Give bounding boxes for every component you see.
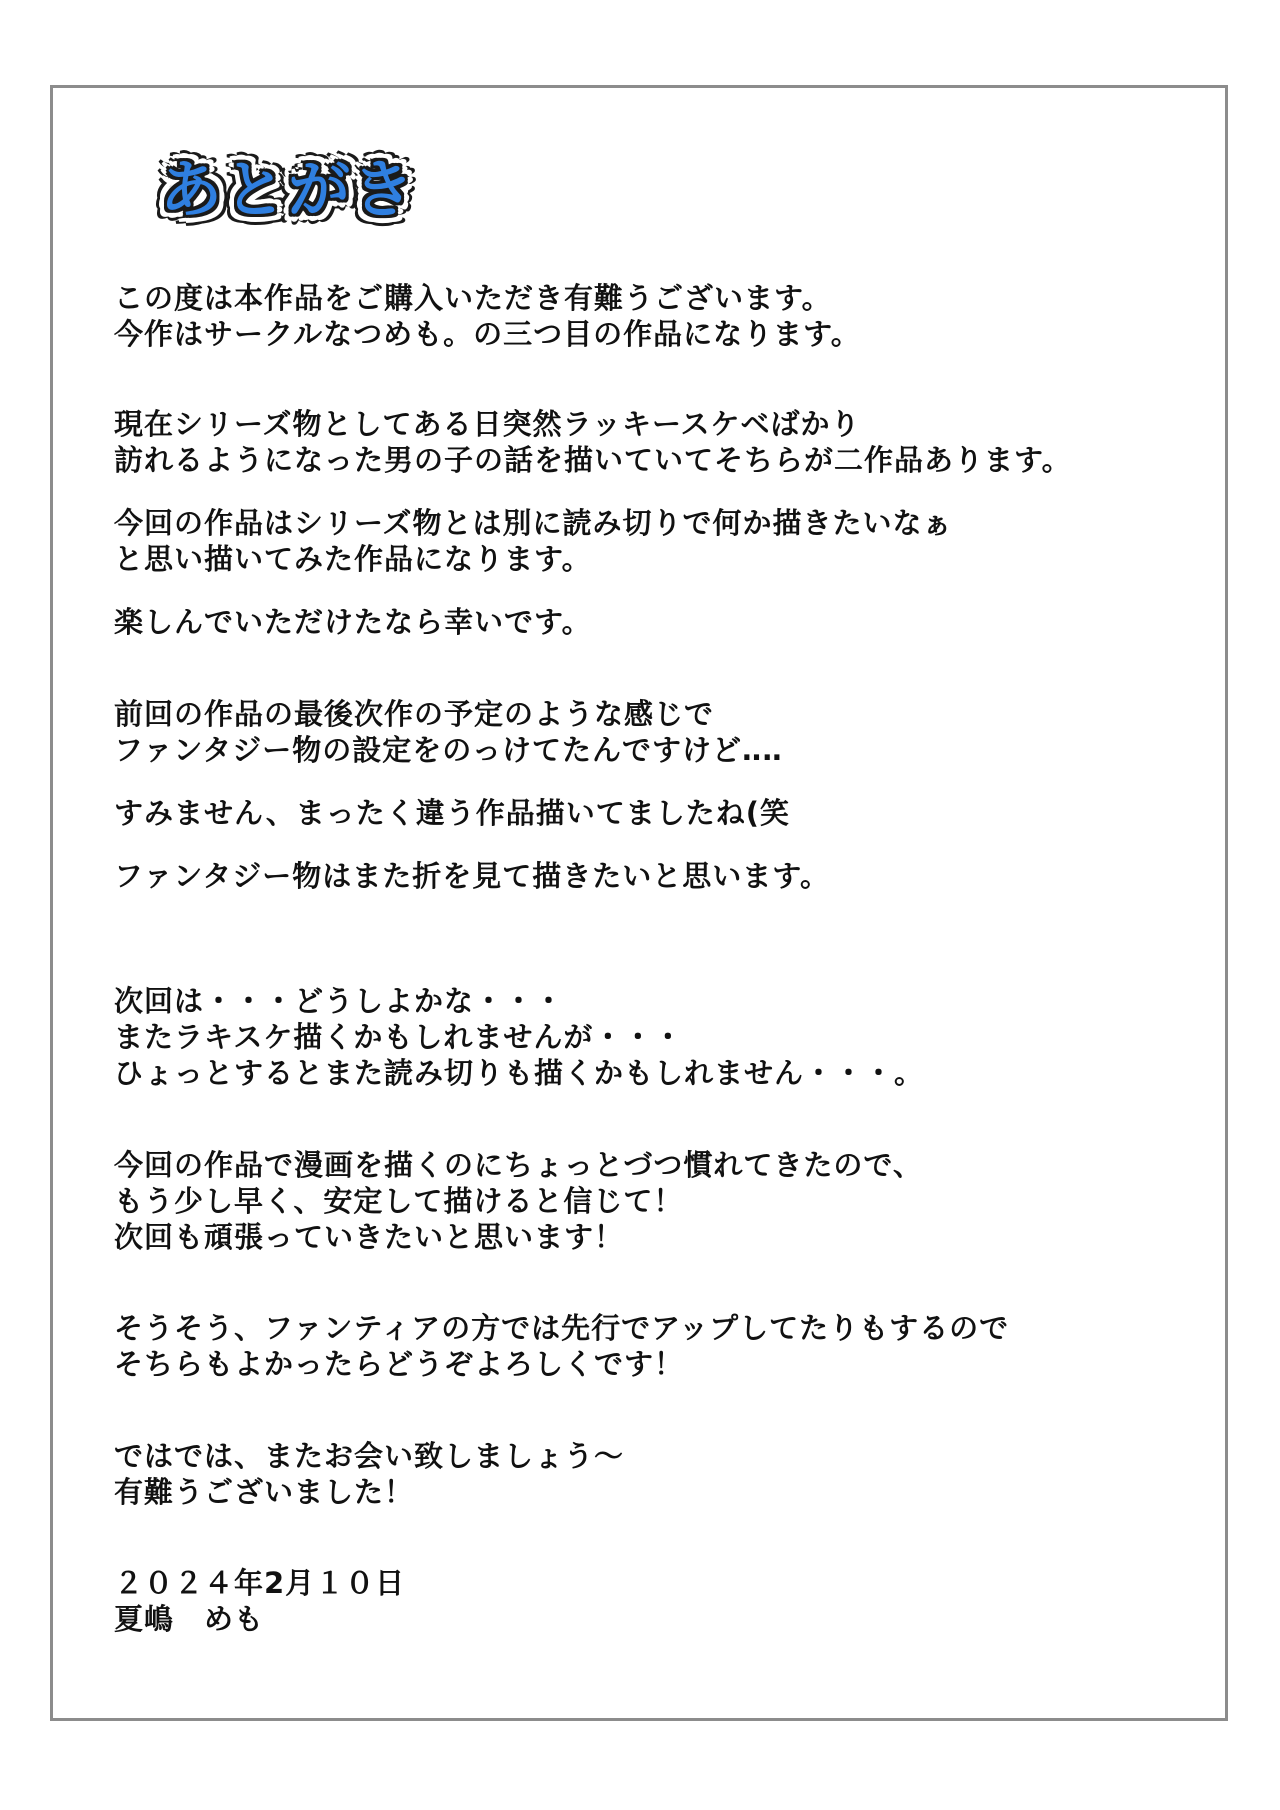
text-line-fantia-1: そうそう、ファンティアの方では先行でアップしてたりもするので [114,1311,1010,1345]
text-line-oneshot-2: と思い描いてみた作品になります。 [114,542,592,576]
text-line-used-to-3: 次回も頑張っていきたいと思います！ [114,1220,625,1254]
text-line-enjoy: 楽しんでいただけたなら幸いです。 [114,605,592,639]
text-line-series-2: 訪れるようになった男の子の話を描いていてそちらが二作品あります。 [114,443,1072,477]
text-line-oneshot-1: 今回の作品はシリーズ物とは別に読み切りで何か描きたいなぁ [114,506,953,540]
text-line-fantasy-later: ファンタジー物はまた折を見て描きたいと思います。 [114,859,830,893]
text-line-next-1: 次回は・・・どうしよかな・・・ [114,984,565,1018]
text-line-next-3: ひょっとするとまた読み切りも描くかもしれません・・・。 [114,1056,925,1090]
text-line-farewell-2: 有難うございました！ [114,1475,415,1509]
text-line-thanks: この度は本作品をご購入いただき有難うございます。 [114,281,832,315]
text-line-previous-1: 前回の作品の最後次作の予定のような感じで [114,697,715,731]
signature-author: 夏嶋 めも [114,1602,265,1636]
text-line-next-2: またラキスケ描くかもしれませんが・・・ [114,1020,684,1054]
text-line-sorry: すみません、まったく違う作品描いてましたね(笑 [114,796,790,830]
text-line-previous-2: ファンタジー物の設定をのっけてたんですけど‥‥ [114,733,783,767]
text-line-series-1: 現在シリーズ物としてある日突然ラッキースケベばかり [114,407,861,441]
text-line-used-to-2: もう少し早く、安定して描けると信じて！ [114,1184,684,1218]
afterword-heading: あとがき [160,153,417,226]
signature-date: ２０２４年2月１０日 [114,1566,406,1600]
text-line-farewell-1: ではでは、またお会い致しましょう〜 [114,1439,625,1473]
text-line-fantia-2: そちらもよかったらどうぞよろしくです！ [114,1347,685,1381]
text-line-used-to-1: 今回の作品で漫画を描くのにちょっとづつ慣れてきたので、 [114,1148,923,1182]
text-line-third-work: 今作はサークルなつめも。の三つ目の作品になります。 [114,317,861,351]
